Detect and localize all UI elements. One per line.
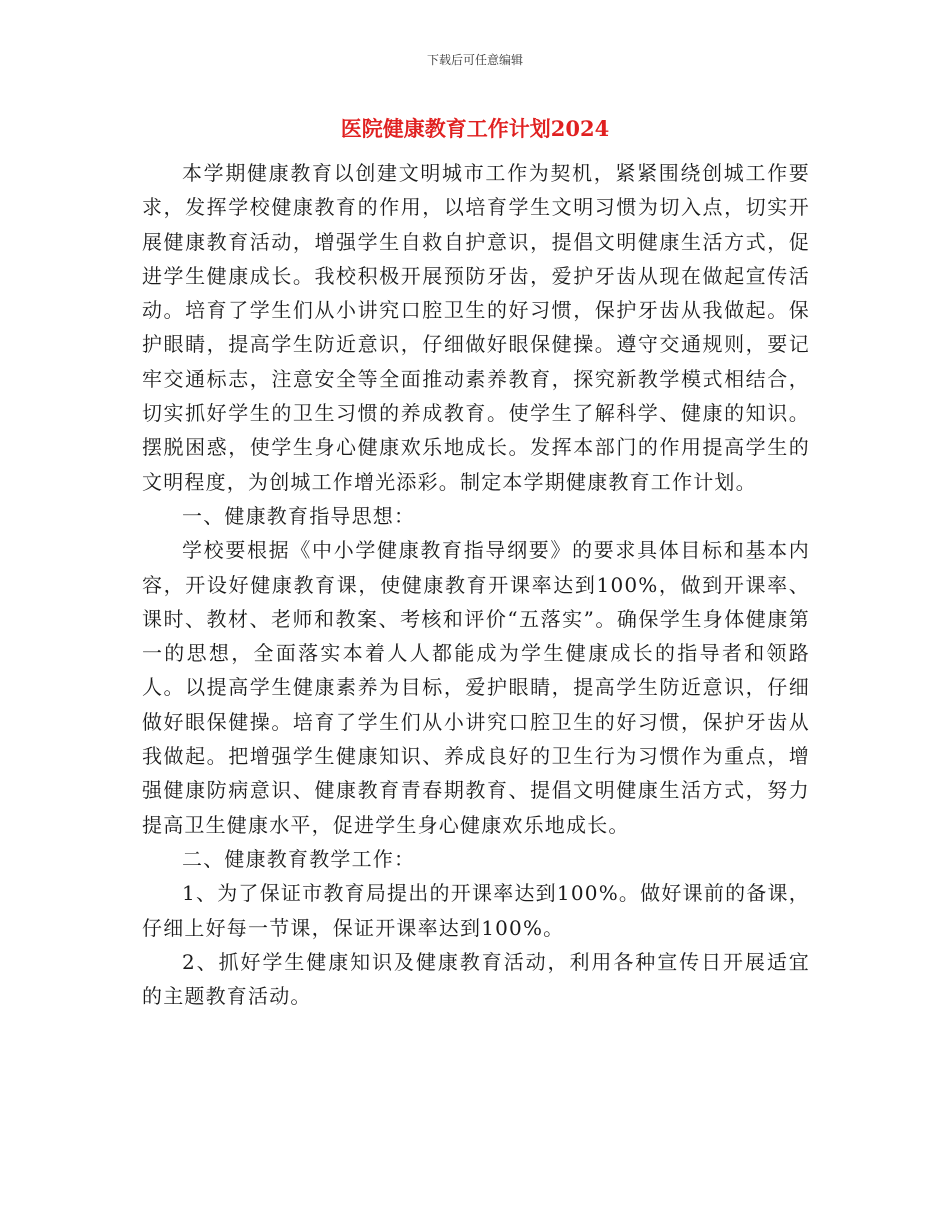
document-body <box>142 156 810 1013</box>
intro-paragraph: 本学期健康教育以创建文明城市工作为契机，紧紧围绕创城工作要求，发挥学校健康教育的作用，以培育学生文明习惯为切入点，切实开展健康教育活动，增强学生自救自护意识，提倡文明健康生活方式，促进学生健康成长。我校积极开展预防牙齿，爱护牙齿从现在做起宣传活动。培育了学生们从小讲究口腔卫生的好习惯，保护牙齿从我做起。保护眼睛，提高学生防近意识，仔细做好眼保健操。遵守交通规则，要记牢交通标志，注意安全等全面推动素养教育，探究新教学模式相结合，切实抓好学生的卫生习惯的养成教育。使学生了解科学、健康的知识。摆脱困惑，使学生身心健康欢乐地成长。发挥本部门的作用提高学生的文明程度，为创城工作增光添彩。制定本学期健康教育工作计划。 <box>142 161 810 494</box>
section-2-heading: 二、健康教育教学工作： <box>182 846 416 871</box>
header-note: 下载后可任意编辑 <box>426 53 523 67</box>
list-item-2: 2、抓好学生健康知识及健康教育活动，利用各种宣传日开展适宜的主题教育活动。 <box>142 949 810 1009</box>
section-1-paragraph: 学校要根据《中小学健康教育指导纲要》的要求具体目标和基本内容，开设好健康教育课，使健康教育开课率达到100%，做到开课率、课时、教材、老师和教案、考核和评价“五落实”。确保学生身体健康第一的思想，全面落实本着人人都能成为学生健康成长的指导者和领路人。以提高学生健康素养为目标，爱护眼睛，提高学生防近意识，仔细做好眼保健操。培育了学生们从小讲究口腔卫生的好习惯，保护牙齿从我做起。把增强学生健康知识、养成良好的卫生行为习惯作为重点，增强健康防病意识、健康教育青春期教育、提倡文明健康生活方式，努力提高卫生健康水平，促进学生身心健康欢乐地成长。 <box>142 538 810 837</box>
document-title: 医院健康教育工作计划2024 <box>340 116 610 141</box>
list-item-1: 1、为了保证市教育局提出的开课率达到100%。做好课前的备课，仔细上好每一节课，保证开课率达到100%。 <box>142 881 810 940</box>
section-1-heading: 一、健康教育指导思想： <box>182 503 416 528</box>
